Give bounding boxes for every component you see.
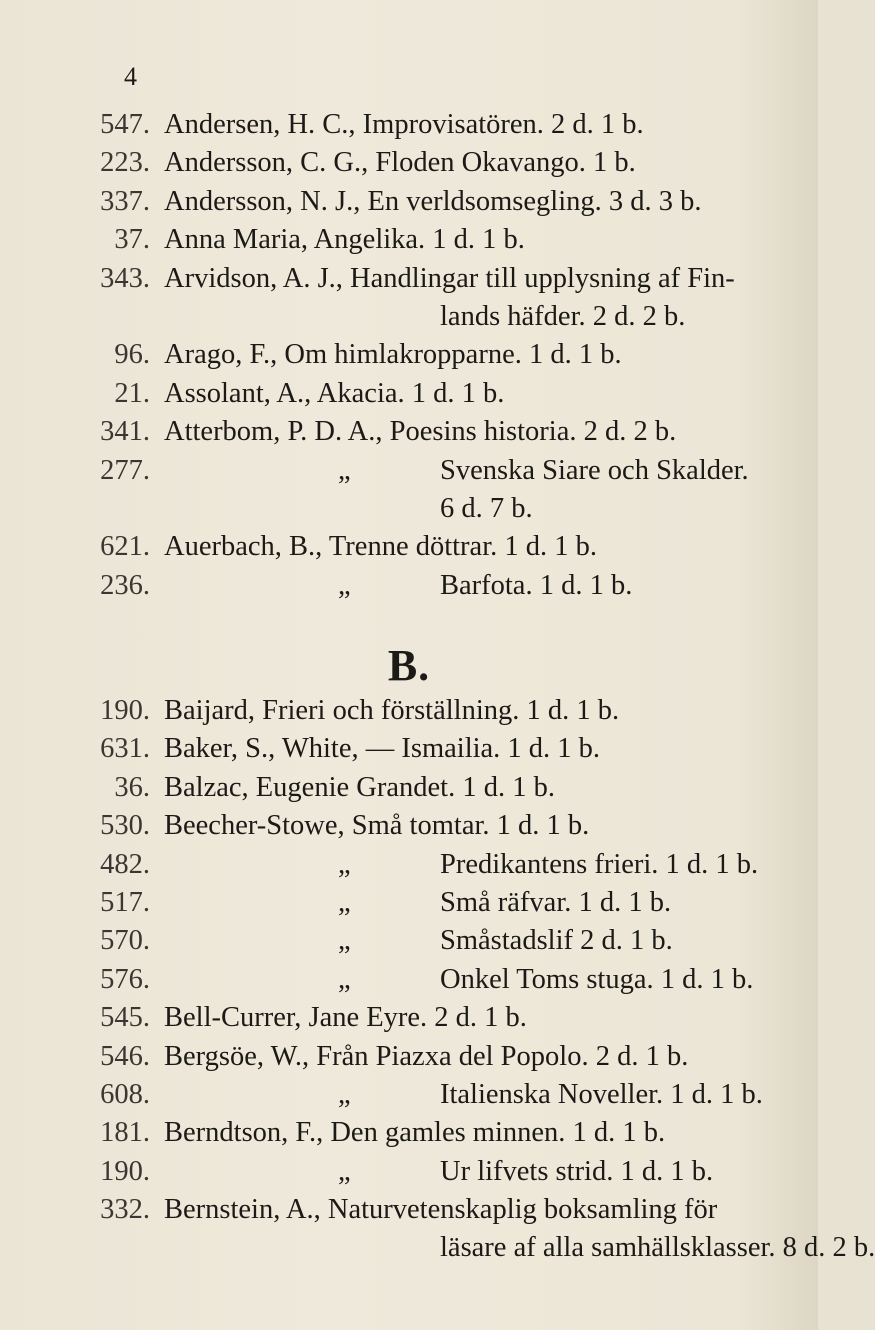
entry-text: Assolant, A., Akacia. 1 d. 1 b.	[164, 377, 505, 409]
entry-title: Onkel Toms stuga. 1 d. 1 b.	[440, 963, 754, 995]
entry-text: Arvidson, A. J., Handlingar till upplysning af Fin-	[164, 262, 735, 294]
entry-number: 190.	[100, 695, 150, 726]
ditto-mark: „	[338, 1078, 351, 1110]
catalog-entry	[0, 452, 818, 490]
ditto-mark: „	[338, 1155, 351, 1187]
entry-title: Småstadslif 2 d. 1 b.	[440, 925, 673, 957]
catalog-entry	[0, 1038, 818, 1076]
entry-continuation-text: läsare af alla samhällsklasser. 8 d. 2 b.	[440, 1232, 875, 1264]
entry-title: Barfota. 1 d. 1 b.	[440, 569, 633, 601]
entry-number: 337.	[100, 185, 150, 217]
catalog-entry	[0, 1191, 818, 1229]
entry-number: 546.	[100, 1040, 150, 1072]
entry-number: 570.	[100, 925, 150, 957]
entry-continuation-text: lands häfder. 2 d. 2 b.	[440, 300, 686, 332]
catalog-entry	[0, 884, 818, 922]
ditto-mark: „	[338, 569, 351, 601]
entry-text: Berndtson, F., Den gamles minnen. 1 d. 1 b.	[164, 1117, 666, 1149]
catalog-entry	[0, 221, 818, 259]
entry-number: 37.	[114, 224, 150, 256]
catalog-entry	[0, 807, 818, 845]
entry-number: 341.	[100, 416, 150, 448]
entry-text: Andersen, H. C., Improvisatören. 2 d. 1 b.	[164, 109, 644, 140]
entry-number: 21.	[114, 377, 150, 409]
entry-number: 547.	[100, 109, 150, 140]
entry-title: Predikantens frieri. 1 d. 1 b.	[440, 848, 759, 880]
entry-number: 545.	[100, 1002, 150, 1034]
catalog-entry	[0, 1076, 818, 1114]
entry-text: Bell-Currer, Jane Eyre. 2 d. 1 b.	[164, 1002, 527, 1034]
entry-number: 332.	[100, 1194, 150, 1226]
entry-number: 190.	[100, 1155, 150, 1187]
catalog-entry	[0, 922, 818, 960]
catalog-entry	[0, 1114, 818, 1152]
entry-number: 482.	[100, 848, 150, 880]
entry-continuation-text: 6 d. 7 b.	[440, 492, 533, 524]
ditto-mark: „	[338, 963, 351, 995]
ditto-mark: „	[338, 886, 351, 918]
entry-text: Bernstein, A., Naturvetenskaplig boksamling för	[164, 1194, 718, 1226]
entry-number: 517.	[100, 886, 150, 918]
entry-number: 96.	[114, 339, 150, 371]
catalog-entry	[0, 769, 818, 807]
catalog-entry	[0, 528, 818, 566]
entry-number: 277.	[100, 454, 150, 486]
page-number: 4	[124, 62, 137, 91]
ditto-mark: „	[338, 925, 351, 957]
entry-number: 608.	[100, 1078, 150, 1110]
catalog-entry	[0, 106, 818, 144]
entry-continuation	[0, 490, 818, 528]
section-b	[0, 692, 875, 1268]
catalog-entry	[0, 183, 818, 221]
entry-title: Italienska Noveller. 1 d. 1 b.	[440, 1078, 763, 1110]
entry-text: Baker, S., White, — Ismailia. 1 d. 1 b.	[164, 733, 601, 765]
entry-text: Balzac, Eugenie Grandet. 1 d. 1 b.	[164, 771, 555, 803]
ditto-mark: „	[338, 848, 351, 880]
catalog-entry	[0, 413, 818, 451]
entry-text: Anna Maria, Angelika. 1 d. 1 b.	[164, 224, 525, 256]
entry-number: 343.	[100, 262, 150, 294]
entry-text: Baijard, Frieri och förställning. 1 d. 1 b.	[164, 695, 620, 726]
section-a	[0, 106, 818, 605]
catalog-entry	[0, 375, 818, 413]
catalog-entry	[0, 260, 818, 298]
catalog-entry	[0, 144, 818, 182]
entry-number: 631.	[100, 733, 150, 765]
entry-number: 36.	[114, 771, 150, 803]
entry-number: 236.	[100, 569, 150, 601]
catalog-entry	[0, 846, 818, 884]
entry-text: Auerbach, B., Trenne döttrar. 1 d. 1 b.	[164, 531, 597, 563]
letter-heading-b: B.	[387, 641, 431, 690]
catalog-entry	[0, 567, 818, 605]
entry-title: Svenska Siare och Skalder.	[440, 454, 749, 486]
entry-continuation	[0, 298, 818, 336]
entry-number: 223.	[100, 147, 150, 179]
entry-text: Beecher-Stowe, Små tomtar. 1 d. 1 b.	[164, 810, 590, 842]
catalog-entry	[0, 692, 818, 730]
entry-text: Andersson, N. J., En verldsomsegling. 3 d. 3 b.	[164, 185, 702, 217]
entry-number: 181.	[100, 1117, 150, 1149]
entry-number: 576.	[100, 963, 150, 995]
ditto-mark: „	[338, 454, 351, 486]
catalog-entry	[0, 730, 818, 768]
entry-title: Ur lifvets strid. 1 d. 1 b.	[440, 1155, 714, 1187]
catalog-entry	[0, 1153, 818, 1191]
catalog-entry	[0, 336, 818, 374]
entry-continuation	[0, 1229, 875, 1267]
catalog-entry	[0, 961, 818, 999]
entry-text: Arago, F., Om himlakropparne. 1 d. 1 b.	[164, 339, 622, 371]
entry-number: 621.	[100, 531, 150, 563]
entry-text: Atterbom, P. D. A., Poesins historia. 2 d. 2 b.	[164, 416, 677, 448]
entry-number: 530.	[100, 810, 150, 842]
catalog-entry	[0, 999, 818, 1037]
entry-title: Små räfvar. 1 d. 1 b.	[440, 886, 672, 918]
entry-text: Andersson, C. G., Floden Okavango. 1 b.	[164, 147, 636, 179]
entry-text: Bergsöe, W., Från Piazxa del Popolo. 2 d. 1 b.	[164, 1040, 689, 1072]
